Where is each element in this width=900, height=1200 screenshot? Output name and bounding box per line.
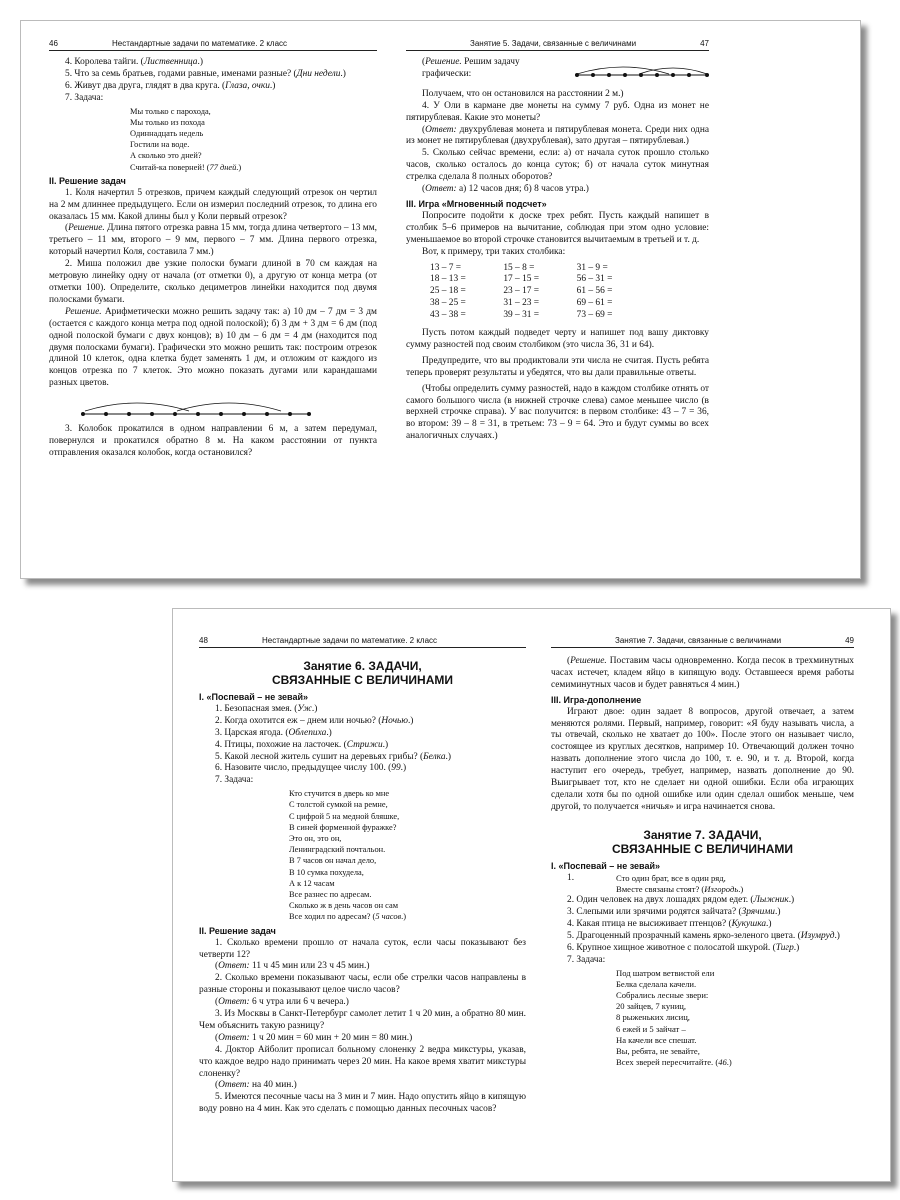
game-paragraph: Играют двое: один задает 8 вопросов, другой отвечает, а затем меняются ролями. Первый, например, говорит: «Я буду называть числа, а ты отвечай, сколько не хватает до 100». После этого он называет число, состоящее из круглых десятков, например 10. Отвечающий должен точно назвать дополнение этого числа до 100, т. е. 90, и т. д. Второй, когда наступит его очередь, требует, например, назвать дополнение до 90. Выигрывает тот, кто не сделает ни одной ошибки. Если оба играющих сделали хотя бы по одной ошибке или один сделал ошибок меньше, чем другой, то получается «ничья» и игра начинается снова. [551,706,854,812]
arc-right [177,403,281,411]
running-header [406,38,709,51]
poem-line: А к 12 часам [289,878,335,888]
poem-line: С толстой сумкой на ремне, [289,800,388,810]
poem-line: Кто стучится в дверь ко мне [289,789,390,799]
page-content [199,656,526,1116]
page-48 [199,609,526,1181]
page-number: 46 [49,39,58,48]
poem-line: Гостили на воде. [130,140,190,150]
riddle-item: 1. Безопасная змея. (Уж.) [215,703,318,714]
book-spread-pages-48-49 [172,608,891,1182]
poem-line: С цифрой 5 на медной бляшке, [289,811,400,821]
riddle-item: 7. Задача: [567,954,606,965]
page-46 [49,21,377,578]
poem-line: Все ходил по адресам? (5 часов.) [289,912,407,922]
task-answer: (Ответ: а) 12 часов дня; б) 8 часов утра.) [422,184,589,195]
task-text: 3. Из Москвы в Санкт-Петербург самолет летит 1 ч 20 мин, а обратно 80 мин. Чем объяснить такую разницу? [199,1009,526,1031]
task-text: 1. Сколько времени прошло от начала суток, если часы показывают без четверти 12? [199,937,526,960]
poem-line: Сколько ж в день часов он сам [289,901,399,911]
poem-line: Все разнес по адресам. [289,890,372,900]
poem [130,106,377,173]
poem-line: Мы только с парохода, [130,106,211,116]
table-row: 18 – 13 = 17 – 15 = 56 – 31 = [430,274,613,285]
page-content [49,57,377,460]
graph-solution-line: (Решение. Решим задачу графически: [406,57,709,81]
table-row: 25 – 18 = 23 – 17 = 61 – 56 = [430,286,613,297]
riddle-item: 4. Птицы, похожие на ласточек. (Стрижи.) [215,739,389,750]
task-text: 5. Сколько сейчас времени, если: а) от начала суток прошло столько часов, сколько осталось до конца суток; б) от начала суток минутная стрелка сделала 8 полных оборотов? [406,148,709,183]
poem-line: Вы, ребята, не зевайте, [616,1045,700,1056]
riddle-item: 6. Назовите число, предыдущее числу 100. (99.) [215,763,407,774]
poem-line: 20 зайцев, 7 куниц, [616,1001,687,1012]
riddle-item: 3. Слепыми или зрячими родятся зайчата? (Зрячими.) [567,907,781,917]
poem-line: 8 рыженьких лисиц, [616,1012,690,1023]
table-row: 13 – 7 = 15 – 8 = 31 – 9 = [430,262,608,273]
task-text: 4. Доктор Айболит прописал больному слоненку 2 ведра микстуры, указав, что каждое ведро надо принимать через 20 мин. На какое время хватит микстуры слоненку? [199,1044,526,1079]
riddle-item: 6. Крупное хищное животное с полосатой шкурой. (Тигр.) [567,942,800,953]
riddle-item: 5. Драгоценный прозрачный камень ярко-зеленого цвета. (Изумруд.) [567,930,840,941]
poem-line: Одиннадцать недель [130,129,204,139]
running-header [199,635,526,648]
task-text: 1. Коля начертил 5 отрезков, причем каждый следующий отрезок он чертил на 2 мм длиннее предыдущего. Если он измерил последний отрезок, то длина его оказалась 15 мм. Какой длины был у Коли первый отрезок? [49,187,377,222]
section-heading: I. «Поспевай – не зевай» [199,692,309,702]
task-text: 4. У Оли в кармане две монеты на сумму 7 руб. Одна из монет не пятирублевая. Какие это монеты? [406,100,709,123]
task-answer: (Решение. Длина пятого отрезка равна 15 мм, тогда длина четвертого – 13 мм, третьего – 11 мм, второго – 9 мм, первого – 7 мм. Длина первого отрезка, который начертил Коля, составила 7 мм.) [49,223,377,258]
riddle-item: 2. Один человек на двух лошадях рядом едет. (Лыжник.) [567,895,795,906]
poem-line: Ленинградский почтальон. [289,845,386,855]
page-content [406,57,709,443]
riddle-item: 6. Живут два друга, глядят в два круга. (Глаза, очки.) [65,80,276,91]
riddle-item: 1. Сто один брат, все в один ряд, Вместе связаны стоят? (Изгородь.) [567,872,744,894]
game-paragraph: (Чтобы определить сумму разностей, надо в каждом столбике отнять от самого большого числа (в нижней строчке слева) самое меньшее число (в верхней строчке справа). У вас получится: в первом столбике: 43 – 7 = 36, во втором: 39 – 8 = 31, в третьем: 73 – 9 = 64. Это и будут суммы во всех аналогичных случаях.) [406,383,709,442]
riddle-item: 7. Задача: [65,92,104,103]
poem-line: На качели все спешат. [616,1034,697,1045]
poem-line: Мы только из похода [130,117,205,127]
riddle-item: 5. Что за семь братьев, годами равные, именами разные? (Дни недели.) [65,68,346,79]
poem-line: Белка сделала качели. [616,978,697,989]
subtraction-table [430,263,650,323]
poem [289,788,526,922]
task-answer: (Ответ: на 40 мин.) [215,1080,297,1091]
page-number: 48 [199,636,208,645]
riddle-item: 7. Задача: [215,775,254,786]
task-answer: (Ответ: двухрублевая монета и пятирублевая монета. Среди них одна из монет не пятирублевая (двухрублевая), зато другая – пятирублевая.) [406,124,709,147]
page-47 [406,21,709,578]
section-heading: II. Решение задач [49,175,126,186]
riddle-item: 5. Какой лесной житель сушит на деревьях грибы? (Белка.) [215,751,451,762]
task-answer: (Ответ: 6 ч утра или 6 ч вечера.) [215,997,349,1008]
task-solution: (Решение. Поставим часы одновременно. Когда песок в трехминутных часах истечет, кладем яйцо в кипящую воду. Оставшееся время работы семиминутных часов и будет равняться 4 мин.) [551,656,854,690]
section-heading: III. Игра-дополнение [551,694,642,705]
table-row: 38 – 25 = 31 – 23 = 69 – 61 = [430,298,613,309]
task-text: 3. Колобок прокатился в одном направлении 6 м, а затем передумал, повернулся и прокатился обратно 8 м. На каком расстоянии от пункта отправления оказался колобок, когда остановился? [49,424,377,458]
task-text: 5. Имеются песочные часы на 3 мин и 7 мин. Надо опустить яйцо в кипящую воду ровно на 4 мин. Как это сделать с помощью данных песочных часов? [199,1092,526,1115]
poem-line: Это он, это он, [289,834,342,844]
task-solution: Решение. Арифметически можно решить задачу так: а) 10 дм – 7 дм = 3 дм (остается с каждого конца метра под одной полоской); б) 3 дм + 3 дм = 6 дм (под одной полоской бумаги с двух концов); в) 10 дм – 6 дм = 4 дм (находится под двумя полосками бумаги). Графически это можно решить так: построим отрезок длиной 10 клеток, одна клетка будет заменять 1 дм, и отложим от каждого из концов отрезка по 7 клеток. Это можно показать дугами или карандашами разных цветов. [49,306,377,389]
poem-line: В 10 сумка похудела, [289,867,364,877]
book-spread-pages-46-47 [20,20,861,579]
running-header [49,38,377,51]
section-heading: II. Решение задач [199,925,276,936]
game-paragraph: Попросите подойти к доске трех ребят. Пусть каждый напишет в столбик 5–6 примеров на вычитание, соблюдая при этом одно условие: уменьшаемое во второй строчке становится вычитаемым в третьей и т. д. [406,210,709,245]
running-title: Занятие 7. Задачи, связанные с величинами [615,636,782,645]
task-answer: (Ответ: 11 ч 45 мин или 23 ч 45 мин.) [215,961,370,972]
section-heading: III. Игра «Мгновенный подсчет» [406,198,547,209]
running-title: Нестандартные задачи по математике. 2 класс [112,39,288,48]
table-row: 43 – 38 = 39 – 31 = 73 – 69 = [430,310,613,321]
poem-line: Под шатром ветвистой ели [616,967,715,978]
riddle-item: 3. Царская ягода. (Облепиха.) [215,727,332,738]
poem-line: Считай-ка поверней! (77 дней.) [130,162,242,172]
running-title: Нестандартные задачи по математике. 2 класс [262,636,438,645]
task-text: 2. Миша положил две узкие полоски бумаги длиной в 70 см каждая на метровую линейку одну от начала (от отметки 0), а другую от конца метра (от отметки 100). Определите, сколько дециметров линейки находится под двумя полосками бумаги. [49,259,377,305]
poem-line: В синей форменной фуражке? [289,822,397,832]
poem-line: Собрались лесные звери: [616,989,709,1000]
segment-diagram [77,393,313,421]
game-paragraph: Вот, к примеру, три таких столбика: [422,246,566,257]
poem-line: 6 ежей и 5 зайчат – [616,1023,686,1034]
chapter-title: Занятие 6. ЗАДАЧИ, СВЯЗАННЫЕ С ВЕЛИЧИНАМИ [272,659,453,687]
running-title: Занятие 5. Задачи, связанные с величинами [470,39,637,48]
riddle-item: 2. Когда охотится еж – днем или ночью? (Ночью.) [215,715,414,726]
poem [616,968,854,1069]
number-line-diagram [573,58,709,80]
graph-result: Получаем, что он остановился на расстоянии 2 м.) [422,88,624,99]
poem-line: Всех зверей пересчитайте. (46.) [616,1057,732,1068]
riddle-item: 4. Какая птица не высиживает птенцов? (Кукушка.) [567,918,772,929]
page-number: 47 [700,39,709,48]
poem-line: А сколько это дней? [130,151,202,161]
page-number: 49 [845,636,854,645]
task-answer: (Ответ: 1 ч 20 мин = 60 мин + 20 мин = 80 мин.) [215,1032,413,1043]
task-text: 2. Сколько времени показывают часы, если обе стрелки часов направлены в разные стороны и показывают целое число часов? [199,973,526,996]
chapter-title: Занятие 7. ЗАДАЧИ, СВЯЗАННЫЕ С ВЕЛИЧИНАМИ [612,827,793,856]
poem-line: В 7 часов он начал дело, [289,856,377,866]
arc-left [85,403,189,411]
section-heading: I. «Поспевай – не зевай» [551,860,661,871]
running-header [551,635,854,648]
page-content [551,656,854,1069]
game-paragraph: Предупредите, что вы продиктовали эти числа не считая. Пусть ребята теперь проверят результаты и убедятся, что вы дали правильные ответы. [406,355,709,378]
game-paragraph: Пусть потом каждый подведет черту и напишет под вашу диктовку сумму разностей под своим столбиком (это числа 36, 31 и 64). [406,328,709,350]
riddle-item: 4. Королева тайги. (Лиственница.) [65,57,203,67]
page-49 [551,609,854,1181]
